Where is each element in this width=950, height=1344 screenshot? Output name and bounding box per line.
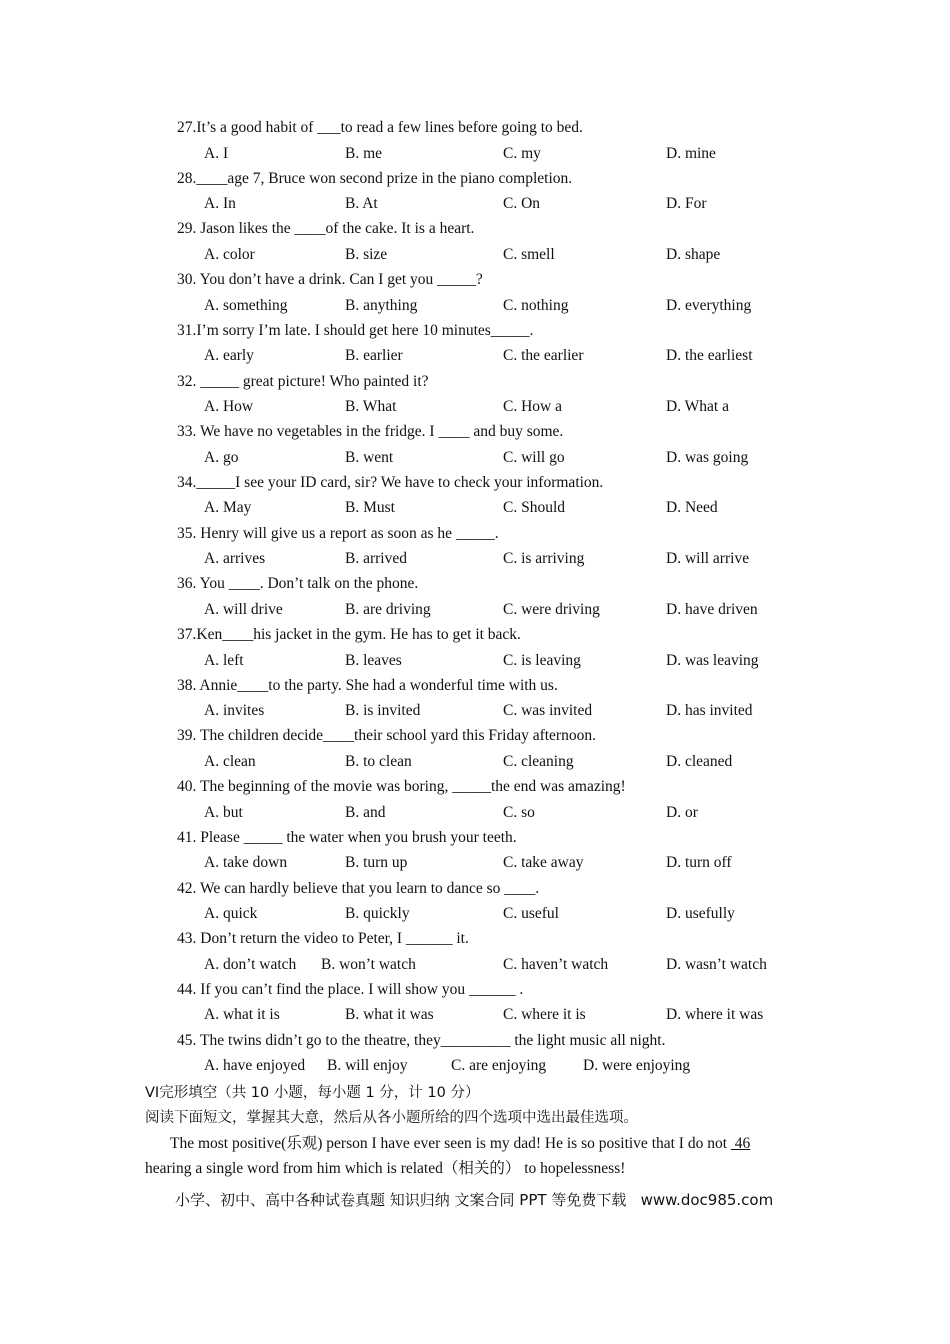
option-b: B. turn up <box>345 854 408 872</box>
option-c: C. How a <box>503 398 562 415</box>
option-b: B. is invited <box>345 702 421 720</box>
option-d: D. has invited <box>666 702 753 720</box>
option-d: D. were enjoying <box>583 1057 691 1075</box>
option-d: D. or <box>666 803 698 821</box>
options-row <box>0 602 950 622</box>
question-stem: 35. Henry will give us a report as soon as he _____. <box>177 524 499 542</box>
question-stem: 43. Don’t return the video to Peter, I ______ it. <box>177 930 469 948</box>
option-b: B. me <box>345 144 383 162</box>
option-d: D. wasn’t watch <box>666 955 767 973</box>
options-row <box>0 805 950 825</box>
option-b: B. and <box>345 803 386 821</box>
blank-46: 46 <box>730 1135 751 1152</box>
option-a: A. How <box>204 398 254 415</box>
option-a: A. invites <box>204 702 265 720</box>
option-a: A. In <box>204 195 236 213</box>
passage-text: The most positive(乐观) person I have ever seen is my dad! He is so positive that I do not <box>170 1135 731 1152</box>
options-row <box>0 348 950 368</box>
option-c: C. useful <box>503 905 559 922</box>
question-stem: 41. Please _____ the water when you brush your teeth. <box>177 828 517 846</box>
option-d: D. was going <box>666 448 749 466</box>
question-stem: 30. You don’t have a drink. Can I get you _____? <box>177 271 483 289</box>
option-b: B. size <box>345 245 388 263</box>
option-b: B. will enjoy <box>327 1057 408 1075</box>
options-row <box>0 551 950 571</box>
option-b: B. leaves <box>345 651 402 669</box>
option-a: A. left <box>204 651 244 669</box>
option-a: A. have enjoyed <box>204 1057 306 1075</box>
options-row <box>0 653 950 673</box>
option-a: A. but <box>204 803 243 821</box>
option-c: C. smell <box>503 245 555 263</box>
option-c: C. where it is <box>503 1006 586 1024</box>
question-stem: 28.____age 7, Bruce won second prize in the piano completion. <box>177 169 573 187</box>
option-b: B. went <box>345 448 394 466</box>
question-stem: 29. Jason likes the ____of the cake. It is a heart. <box>177 220 475 238</box>
option-b: B. quickly <box>345 905 410 922</box>
options-row <box>0 957 950 977</box>
option-d: D. cleaned <box>666 752 733 770</box>
option-a: A. early <box>204 347 254 365</box>
question-stem: 27.It’s a good habit of ___to read a few lines before going to bed. <box>177 119 583 136</box>
option-a: A. take down <box>204 854 288 872</box>
option-a: A. arrives <box>204 550 266 568</box>
options-row <box>0 399 950 419</box>
option-d: D. usefully <box>666 905 735 922</box>
option-a: A. clean <box>204 752 256 770</box>
option-c: C. On <box>503 195 541 213</box>
question-stem: 36. You ____. Don’t talk on the phone. <box>177 575 419 593</box>
options-row <box>0 298 950 318</box>
option-d: D. will arrive <box>666 550 750 568</box>
option-d: D. where it was <box>666 1006 764 1024</box>
options-row <box>0 703 950 723</box>
options-row <box>0 1007 950 1027</box>
option-b: B. arrived <box>345 550 407 568</box>
option-b: B. What <box>345 398 397 415</box>
question-stem: 38. Annie____to the party. She had a wonderful time with us. <box>177 676 558 694</box>
option-b: B. Must <box>345 499 395 517</box>
option-c: C. nothing <box>503 296 569 314</box>
option-a: A. color <box>204 245 255 263</box>
option-b: B. what it was <box>345 1006 434 1024</box>
question-stem: 39. The children decide____their school yard this Friday afternoon. <box>177 727 596 745</box>
options-row <box>0 500 950 520</box>
option-c: C. so <box>503 803 535 821</box>
option-d: D. was leaving <box>666 651 759 669</box>
option-c: C. was invited <box>503 702 593 720</box>
option-a: A. quick <box>204 905 258 922</box>
option-d: D. everything <box>666 296 752 314</box>
question-stem: 42. We can hardly believe that you learn to dance so ____. <box>177 879 540 897</box>
option-b: B. anything <box>345 296 418 314</box>
option-a: A. go <box>204 448 239 466</box>
option-c: C. were driving <box>503 600 600 618</box>
option-c: C. the earlier <box>503 347 584 365</box>
option-d: D. Need <box>666 499 718 517</box>
passage-line-2: hearing a single word from him which is related（相关的） to hopelessness! <box>145 1160 626 1177</box>
option-b: B. won’t watch <box>321 955 416 973</box>
option-c: C. will go <box>503 448 565 466</box>
option-a: A. what it is <box>204 1006 280 1024</box>
option-b: B. earlier <box>345 347 403 365</box>
option-c: C. haven’t watch <box>503 955 609 973</box>
option-d: D. have driven <box>666 600 758 618</box>
option-a: A. May <box>204 499 252 517</box>
option-c: C. cleaning <box>503 752 574 770</box>
options-row <box>0 754 950 774</box>
option-c: C. Should <box>503 499 566 517</box>
option-c: C. is arriving <box>503 550 585 568</box>
options-row <box>0 196 950 216</box>
question-stem: 37.Ken____his jacket in the gym. He has to get it back. <box>177 626 521 643</box>
option-d: D. What a <box>666 398 729 415</box>
option-c: C. are enjoying <box>451 1057 547 1075</box>
option-a: A. will drive <box>204 600 283 618</box>
option-d: D. mine <box>666 144 716 162</box>
option-c: C. is leaving <box>503 651 581 669</box>
options-row <box>0 146 950 166</box>
section-instruction: 阅读下面短文，掌握其大意，然后从各小题所给的四个选项中选出最佳选项。 <box>145 1110 638 1126</box>
question-stem: 34._____I see your ID card, sir? We have to check your information. <box>177 473 604 491</box>
option-c: C. take away <box>503 854 584 872</box>
question-stem: 45. The twins didn’t go to the theatre, they_________ the light music all night. <box>177 1031 666 1049</box>
footer-text: 小学、初中、高中各种试卷真题 知识归纳 文案合同 PPT 等免费下载 www.doc985.com <box>175 1191 774 1209</box>
options-row <box>0 906 950 926</box>
question-stem: 32. _____ great picture! Who painted it? <box>177 372 429 390</box>
option-d: D. turn off <box>666 854 732 872</box>
option-d: D. the earliest <box>666 347 753 365</box>
option-b: B. are driving <box>345 600 431 618</box>
section-heading: VI完形填空（共 10 小题，每小题 1 分，计 10 分） <box>145 1085 480 1101</box>
question-stem: 31.I’m sorry I’m late. I should get here 10 minutes_____. <box>177 321 534 339</box>
option-c: C. my <box>503 144 541 162</box>
options-row <box>0 855 950 875</box>
options-row <box>0 247 950 267</box>
option-d: D. shape <box>666 245 721 263</box>
option-a: A. I <box>204 144 229 162</box>
question-stem: 44. If you can’t find the place. I will show you ______ . <box>177 980 524 998</box>
options-row <box>0 1058 950 1078</box>
options-row <box>0 450 950 470</box>
passage-line-1 <box>170 1136 750 1152</box>
option-d: D. For <box>666 195 707 213</box>
option-b: B. to clean <box>345 752 412 770</box>
question-stem: 33. We have no vegetables in the fridge. I ____ and buy some. <box>177 423 564 441</box>
question-stem: 40. The beginning of the movie was boring, _____the end was amazing! <box>177 778 626 796</box>
option-b: B. At <box>345 195 378 213</box>
option-a: A. don’t watch <box>204 955 297 973</box>
option-a: A. something <box>204 296 288 314</box>
